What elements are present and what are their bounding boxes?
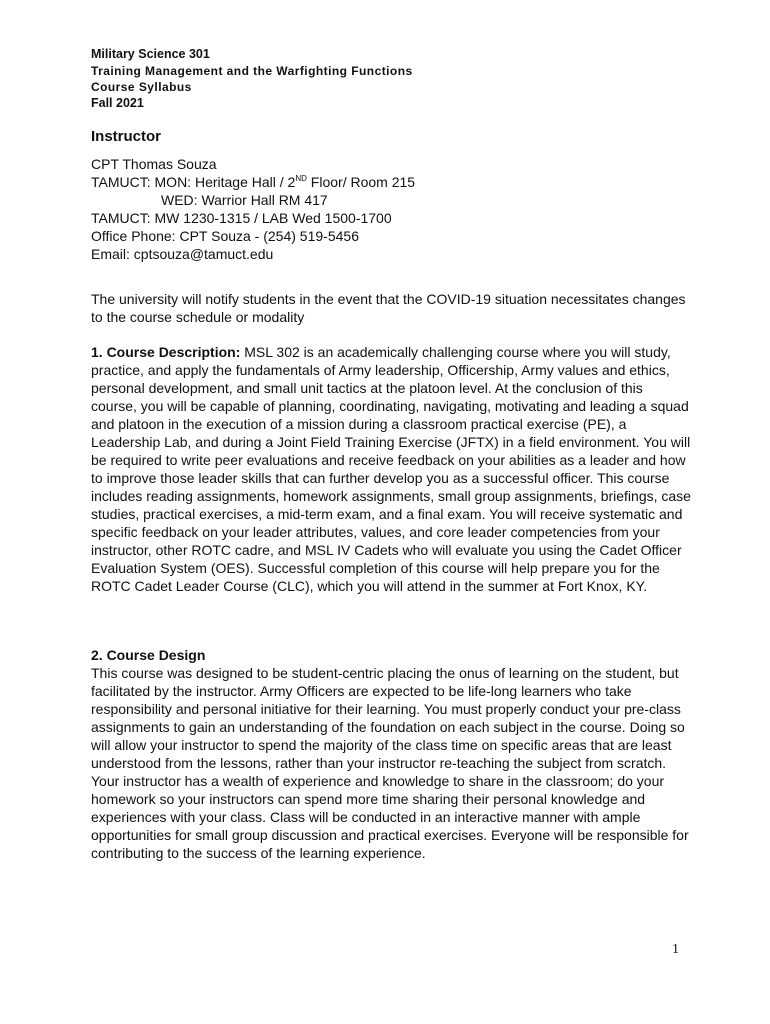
course-description-heading: 1. Course Description: [91,344,241,360]
instructor-phone: Office Phone: CPT Souza - (254) 519-5456 [91,228,359,244]
instructor-heading: Instructor [91,128,162,145]
course-description-section [91,343,691,595]
instructor-email: Email: cptsouza@tamuct.edu [91,246,274,262]
instructor-name: CPT Thomas Souza [91,156,217,172]
course-title: Training Management and the Warfighting Functions [91,64,413,78]
course-design-heading: 2. Course Design [91,647,206,663]
instructor-schedule: TAMUCT: MW 1230-1315 / LAB Wed 1500-1700 [91,210,392,226]
instructor-mon-location: TAMUCT: MON: Heritage Hall / 2ND Floor/ Room 215 [91,174,416,190]
instructor-info [91,155,691,263]
course-description-text: MSL 302 is an academically challenging course where you will study, practice, and apply the fundamentals of Army leadership, Officership, Army values and ethics, personal development, and small unit tactics at the platoon level. At the conclusion of this course, you will be capable of planning, coordinating, navigating, motivating and leading a squad and platoon in the execution of a mission during a classroom practical exercise (PE), a Leadership Lab, and during a Joint Field Training Exercise (JFTX) in a field environment. You will be required to write peer evaluations and receive feedback on your abilities as a leader and how to improve those leader skills that can further develop you as a successful officer. This course includes reading assignments, homework assignments, small group assignments, briefings, case studies, practical exercises, a mid-term exam, and a final exam. You will receive systematic and specific feedback on your leader attributes, values, and core leader competencies from your instructor, other ROTC cadre, and MSL IV Cadets who will evaluate you using the Cadet Officer Evaluation System (OES). Successful completion of this course will help prepare you for the ROTC Cadet Leader Course (CLC), which you will attend in the summer at Fort Knox, KY. [91,344,691,594]
instructor-wed-location: WED: Warrior Hall RM 417 [161,192,328,208]
course-number: Military Science 301 [91,47,210,61]
course-design-text: This course was designed to be student-centric placing the onus of learning on the student, but facilitated by the instructor. Army Officers are expected to be life-long learners who take responsibility and personal initiative for their learning. You must properly conduct your pre-class assignments to gain an understanding of the foundation on each subject in the course. Doing so will allow your instructor to spend the majority of the class time on specific areas that are least understood from the lessons, rather than your instructor re-teaching the subject from scratch. Your instructor has a wealth of experience and knowledge to share in the classroom; do your homework so your instructors can spend more time sharing their personal knowledge and experiences with your class. Class will be conducted in an interactive manner with ample opportunities for small group discussion and practical exercises. Everyone will be responsible for contributing to the success of the learning experience. [91,665,689,861]
course-design-section [91,646,691,862]
covid-notice: The university will notify students in the event that the COVID-19 situation necessitates changes to the course schedule or modality [91,291,686,325]
document-type: Course Syllabus [91,80,192,94]
term: Fall 2021 [91,96,144,110]
page-number: 1 [672,942,679,957]
